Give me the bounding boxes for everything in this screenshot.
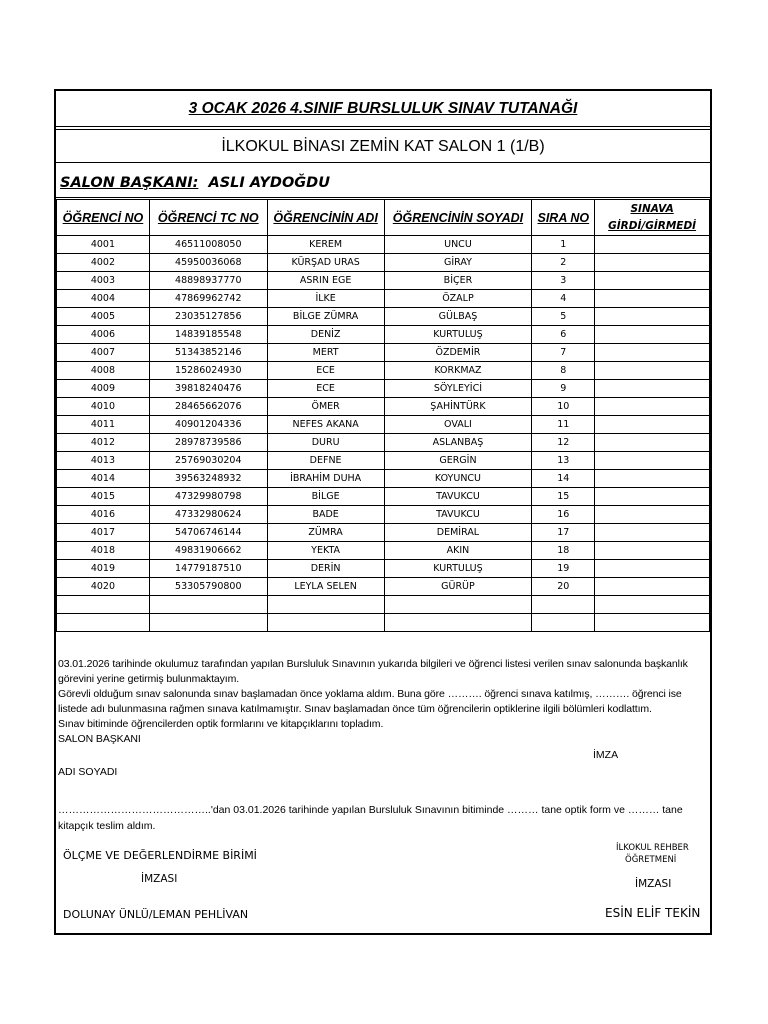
header-attendance-line2: GİRDİ/GİRMEDİ	[608, 219, 697, 232]
cell-tc-no: 23035127856	[149, 308, 267, 326]
cell-last-name: OVALI	[384, 416, 532, 434]
cell-attendance	[595, 506, 710, 524]
cell-attendance	[595, 560, 710, 578]
hall-president	[56, 165, 710, 198]
table-row	[57, 470, 710, 488]
cell-tc-no: 46511008050	[149, 236, 267, 254]
cell-tc-no: 47329980798	[149, 488, 267, 506]
president-name: ASLI AYDOĞDU	[208, 175, 330, 191]
table-row	[57, 308, 710, 326]
cell-attendance	[595, 542, 710, 560]
cell-seat-no: 16	[532, 506, 595, 524]
measurement-unit-label: ÖLÇME VE DEĞERLENDİRME BİRİMİ	[63, 849, 257, 862]
cell-first-name: BİLGE ZÜMRA	[267, 308, 384, 326]
cell-first-name: ECE	[267, 380, 384, 398]
empty-cell	[595, 596, 710, 614]
empty-row	[57, 596, 710, 614]
cell-first-name: ASRIN EGE	[267, 272, 384, 290]
notes-section	[58, 657, 710, 747]
table-row	[57, 416, 710, 434]
cell-first-name: NEFES AKANA	[267, 416, 384, 434]
table-row	[57, 560, 710, 578]
cell-tc-no: 40901204336	[149, 416, 267, 434]
empty-cell	[532, 614, 595, 632]
cell-seat-no: 17	[532, 524, 595, 542]
cell-student-no: 4007	[57, 344, 150, 362]
counselor-name: ESİN ELİF TEKİN	[605, 906, 701, 920]
cell-first-name: BADE	[267, 506, 384, 524]
cell-tc-no: 25769030204	[149, 452, 267, 470]
cell-last-name: GERGİN	[384, 452, 532, 470]
cell-tc-no: 47332980624	[149, 506, 267, 524]
cell-tc-no: 14839185548	[149, 326, 267, 344]
table-row	[57, 542, 710, 560]
cell-tc-no: 39818240476	[149, 380, 267, 398]
cell-seat-no: 20	[532, 578, 595, 596]
table-row	[57, 290, 710, 308]
cell-last-name: ÖZDEMİR	[384, 344, 532, 362]
cell-tc-no: 14779187510	[149, 560, 267, 578]
table-row	[57, 506, 710, 524]
president-label: SALON BAŞKANI:	[60, 175, 199, 191]
cell-seat-no: 8	[532, 362, 595, 380]
cell-student-no: 4009	[57, 380, 150, 398]
counselor-title-line1: İLKOKUL REHBER	[616, 843, 689, 853]
cell-student-no: 4010	[57, 398, 150, 416]
cell-first-name: KEREM	[267, 236, 384, 254]
empty-row	[57, 614, 710, 632]
cell-last-name: GİRAY	[384, 254, 532, 272]
cell-last-name: SÖYLEYİCİ	[384, 380, 532, 398]
cell-tc-no: 39563248932	[149, 470, 267, 488]
table-row	[57, 578, 710, 596]
cell-attendance	[595, 398, 710, 416]
table-row	[57, 524, 710, 542]
cell-tc-no: 54706746144	[149, 524, 267, 542]
table-row	[57, 272, 710, 290]
cell-tc-no: 49831906662	[149, 542, 267, 560]
empty-cell	[384, 596, 532, 614]
cell-first-name: LEYLA SELEN	[267, 578, 384, 596]
note-paragraph-3: Sınav bitiminde öğrencilerden optik formlarını ve kitapçıklarını topladım.	[58, 718, 384, 730]
cell-last-name: ÖZALP	[384, 290, 532, 308]
imza-label: İMZA	[593, 749, 619, 761]
right-signature-label: İMZASI	[635, 878, 672, 890]
table-row	[57, 488, 710, 506]
cell-first-name: BİLGE	[267, 488, 384, 506]
cell-attendance	[595, 452, 710, 470]
cell-seat-no: 4	[532, 290, 595, 308]
table-row	[57, 452, 710, 470]
cell-last-name: TAVUKCU	[384, 506, 532, 524]
hall-subtitle: İLKOKUL BİNASI ZEMİN KAT SALON 1 (1/B)	[56, 129, 710, 163]
cell-seat-no: 13	[532, 452, 595, 470]
cell-first-name: İLKE	[267, 290, 384, 308]
note-paragraph-1: 03.01.2026 tarihinde okulumuz tarafından yapılan Bursluluk Sınavının yukarıda bilgileri ve öğrenci listesi verilen sınav salonunda başkanlık görevini yerine getirmiş bulunmaktayım.	[58, 658, 688, 685]
cell-tc-no: 28978739586	[149, 434, 267, 452]
cell-student-no: 4008	[57, 362, 150, 380]
cell-seat-no: 15	[532, 488, 595, 506]
table-row	[57, 254, 710, 272]
cell-student-no: 4016	[57, 506, 150, 524]
cell-tc-no: 28465662076	[149, 398, 267, 416]
header-seat-no: SIRA NO	[532, 200, 595, 236]
cell-attendance	[595, 524, 710, 542]
empty-cell	[57, 596, 150, 614]
empty-cell	[149, 596, 267, 614]
empty-cell	[267, 614, 384, 632]
table-row	[57, 398, 710, 416]
cell-attendance	[595, 470, 710, 488]
cell-student-no: 4020	[57, 578, 150, 596]
cell-student-no: 4012	[57, 434, 150, 452]
note-paragraph-2: Görevli olduğum sınav salonunda sınav başlamadan önce yoklama aldım. Buna göre ………. öğrenci sınava katılmış, ………. öğrenci ise listede adı bulunmasına rağmen sınava katılmamıştır. Sınav başlamadan önce tüm öğrencilerin optiklerine ilgili bölümleri kodlattım.	[58, 688, 682, 715]
cell-first-name: KÜRŞAD URAS	[267, 254, 384, 272]
cell-last-name: ASLANBAŞ	[384, 434, 532, 452]
cell-attendance	[595, 254, 710, 272]
cell-seat-no: 5	[532, 308, 595, 326]
cell-attendance	[595, 362, 710, 380]
name-surname-label: ADI SOYADI	[58, 766, 118, 778]
cell-student-no: 4014	[57, 470, 150, 488]
cell-seat-no: 14	[532, 470, 595, 488]
header-last-name: ÖĞRENCİNİN SOYADI	[384, 200, 532, 236]
cell-student-no: 4002	[57, 254, 150, 272]
header-first-name: ÖĞRENCİNİN ADI	[267, 200, 384, 236]
cell-first-name: DERİN	[267, 560, 384, 578]
cell-attendance	[595, 434, 710, 452]
cell-first-name: ÖMER	[267, 398, 384, 416]
cell-attendance	[595, 578, 710, 596]
cell-last-name: KURTULUŞ	[384, 560, 532, 578]
cell-tc-no: 47869962742	[149, 290, 267, 308]
cell-first-name: ECE	[267, 362, 384, 380]
table-row	[57, 362, 710, 380]
cell-seat-no: 12	[532, 434, 595, 452]
left-signature-label: İMZASI	[141, 873, 178, 885]
cell-attendance	[595, 380, 710, 398]
cell-attendance	[595, 416, 710, 434]
cell-attendance	[595, 308, 710, 326]
table-row	[57, 380, 710, 398]
cell-last-name: BİÇER	[384, 272, 532, 290]
page-title: 3 OCAK 2026 4.SINIF BURSLULUK SINAV TUTANAĞI	[56, 91, 710, 127]
cell-tc-no: 51343852146	[149, 344, 267, 362]
empty-cell	[149, 614, 267, 632]
cell-student-no: 4019	[57, 560, 150, 578]
table-row	[57, 236, 710, 254]
table-row	[57, 434, 710, 452]
cell-student-no: 4015	[57, 488, 150, 506]
cell-last-name: KOYUNCU	[384, 470, 532, 488]
counselor-title-line2: ÖĞRETMENİ	[625, 855, 677, 865]
cell-student-no: 4004	[57, 290, 150, 308]
cell-last-name: DEMİRAL	[384, 524, 532, 542]
table-row	[57, 326, 710, 344]
cell-tc-no: 48898937770	[149, 272, 267, 290]
cell-seat-no: 19	[532, 560, 595, 578]
header-student-no: ÖĞRENCİ NO	[57, 200, 150, 236]
salon-baskani-label: SALON BAŞKANI	[58, 733, 141, 745]
empty-cell	[57, 614, 150, 632]
cell-first-name: DENİZ	[267, 326, 384, 344]
cell-seat-no: 7	[532, 344, 595, 362]
cell-seat-no: 2	[532, 254, 595, 272]
cell-student-no: 4011	[57, 416, 150, 434]
cell-student-no: 4013	[57, 452, 150, 470]
cell-seat-no: 10	[532, 398, 595, 416]
empty-cell	[267, 596, 384, 614]
delivery-statement: ……………………………………..'dan 03.01.2026 tarihinde yapılan Bursluluk Sınavının bitiminde ……… tane optik form ve ……… tane kitapçık teslim aldım.	[58, 804, 683, 832]
cell-seat-no: 18	[532, 542, 595, 560]
cell-first-name: YEKTA	[267, 542, 384, 560]
cell-first-name: DURU	[267, 434, 384, 452]
cell-last-name: GÜLBAŞ	[384, 308, 532, 326]
cell-last-name: AKIN	[384, 542, 532, 560]
cell-last-name: TAVUKCU	[384, 488, 532, 506]
cell-first-name: DEFNE	[267, 452, 384, 470]
cell-first-name: ZÜMRA	[267, 524, 384, 542]
cell-first-name: MERT	[267, 344, 384, 362]
table-row	[57, 344, 710, 362]
empty-cell	[532, 596, 595, 614]
cell-seat-no: 9	[532, 380, 595, 398]
cell-first-name: İBRAHİM DUHA	[267, 470, 384, 488]
cell-last-name: GÜRÜP	[384, 578, 532, 596]
cell-last-name: KURTULUŞ	[384, 326, 532, 344]
student-table	[56, 199, 710, 632]
left-signatory-names: DOLUNAY ÜNLÜ/LEMAN PEHLİVAN	[63, 908, 249, 921]
cell-student-no: 4017	[57, 524, 150, 542]
cell-student-no: 4018	[57, 542, 150, 560]
cell-attendance	[595, 488, 710, 506]
cell-tc-no: 45950036068	[149, 254, 267, 272]
header-tc-no: ÖĞRENCİ TC NO	[149, 200, 267, 236]
empty-cell	[595, 614, 710, 632]
cell-seat-no: 3	[532, 272, 595, 290]
cell-student-no: 4006	[57, 326, 150, 344]
cell-attendance	[595, 344, 710, 362]
cell-last-name: ŞAHİNTÜRK	[384, 398, 532, 416]
cell-tc-no: 15286024930	[149, 362, 267, 380]
form-frame	[54, 89, 712, 935]
cell-student-no: 4005	[57, 308, 150, 326]
table-header-row	[57, 200, 710, 236]
cell-tc-no: 53305790800	[149, 578, 267, 596]
cell-attendance	[595, 326, 710, 344]
cell-last-name: KORKMAZ	[384, 362, 532, 380]
cell-attendance	[595, 272, 710, 290]
cell-seat-no: 11	[532, 416, 595, 434]
cell-seat-no: 1	[532, 236, 595, 254]
empty-cell	[384, 614, 532, 632]
header-attendance	[595, 200, 710, 236]
cell-last-name: UNCU	[384, 236, 532, 254]
header-attendance-line1: SINAVA	[630, 202, 674, 215]
cell-student-no: 4003	[57, 272, 150, 290]
cell-attendance	[595, 290, 710, 308]
cell-seat-no: 6	[532, 326, 595, 344]
cell-attendance	[595, 236, 710, 254]
cell-student-no: 4001	[57, 236, 150, 254]
